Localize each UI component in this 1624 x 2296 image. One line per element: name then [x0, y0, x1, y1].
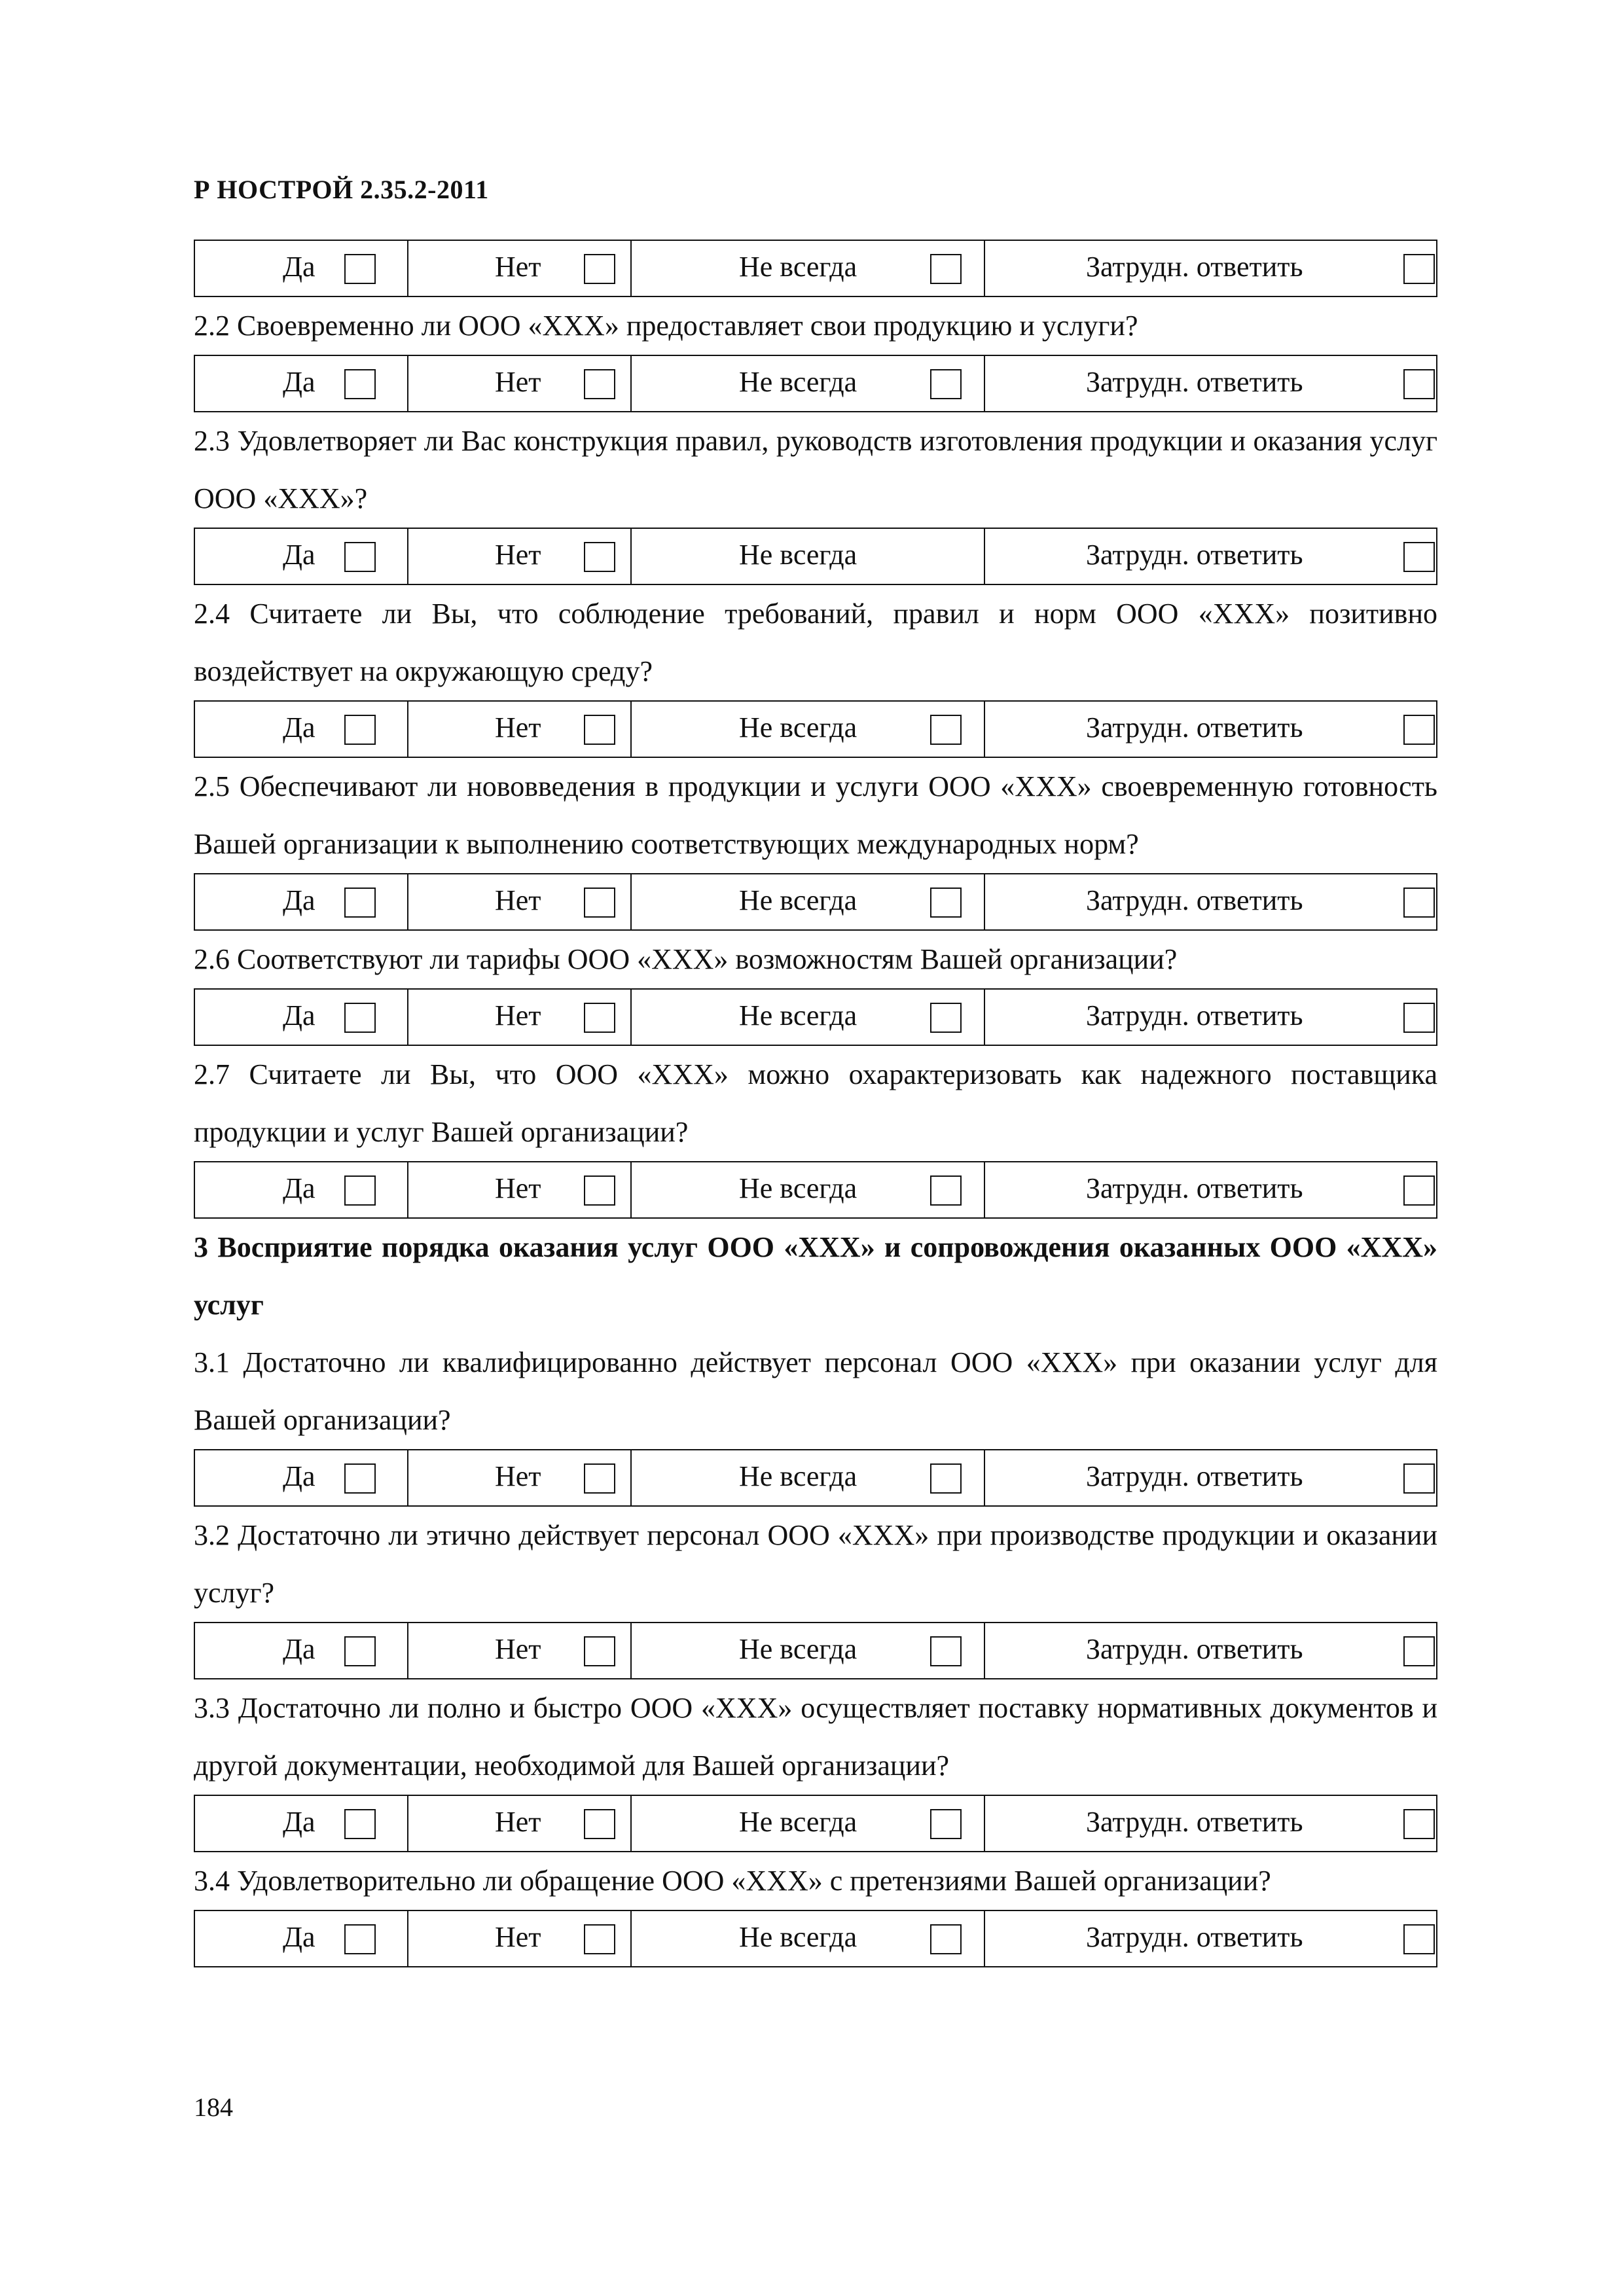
answer-label: Затрудн. ответить: [1086, 999, 1303, 1031]
answer-option-no: [408, 1450, 632, 1505]
section-heading: 3 Восприятие порядка оказания услуг ООО «XXX» и сопровождения оказанных ООО «XXX» услуг: [194, 1231, 1437, 1321]
answer-option-yes: [195, 1623, 408, 1678]
checkbox-not-always[interactable]: [930, 369, 962, 399]
question-text: 3.3 Достаточно ли полно и быстро ООО «XXX» осуществляет поставку нормативных документов и другой документации, необходимой для Вашей организации?: [194, 1692, 1437, 1782]
answer-label: Да: [283, 884, 316, 916]
checkbox-no[interactable]: [584, 1924, 615, 1954]
checkbox-hard-to-answer[interactable]: [1403, 1463, 1435, 1494]
checkbox-not-always[interactable]: [930, 1175, 962, 1206]
checkbox-not-always[interactable]: [930, 254, 962, 284]
answer-label: Да: [283, 251, 316, 283]
answer-option-yes: [195, 241, 408, 296]
answer-option-hard-to-answer: [985, 529, 1436, 584]
answer-label: Не всегда: [739, 1460, 857, 1492]
answer-option-no: [408, 1162, 632, 1217]
answer-label: Нет: [495, 366, 541, 398]
answer-label: Не всегда: [739, 539, 857, 571]
question-text: 3.4 Удовлетворительно ли обращение ООО «XXX» с претензиями Вашей организации?: [194, 1865, 1271, 1897]
checkbox-yes[interactable]: [344, 1636, 376, 1666]
answer-option-hard-to-answer: [985, 874, 1436, 929]
checkbox-not-always[interactable]: [930, 1924, 962, 1954]
checkbox-no[interactable]: [584, 1003, 615, 1033]
checkbox-not-always[interactable]: [930, 888, 962, 918]
answer-label: Затрудн. ответить: [1086, 251, 1303, 283]
answer-option-no: [408, 702, 632, 757]
answer-option-not-always: [632, 241, 985, 296]
answer-label: Не всегда: [739, 1633, 857, 1665]
answer-option-not-always: [632, 1450, 985, 1505]
answer-label: Не всегда: [739, 884, 857, 916]
answer-option-no: [408, 1623, 632, 1678]
checkbox-no[interactable]: [584, 1809, 615, 1839]
answer-label: Не всегда: [739, 366, 857, 398]
checkbox-no[interactable]: [584, 1175, 615, 1206]
question-text: 2.3 Удовлетворяет ли Вас конструкция правил, руководств изготовления продукции и оказания услуг ООО «XXX»?: [194, 425, 1437, 514]
answer-row: [194, 1622, 1437, 1679]
answer-label: Да: [283, 1460, 316, 1492]
checkbox-hard-to-answer[interactable]: [1403, 542, 1435, 572]
answer-label: Не всегда: [739, 251, 857, 283]
answer-option-no: [408, 356, 632, 411]
answer-option-yes: [195, 529, 408, 584]
answer-label: Да: [283, 1806, 316, 1838]
answer-option-yes: [195, 1796, 408, 1851]
checkbox-not-always[interactable]: [930, 1636, 962, 1666]
checkbox-no[interactable]: [584, 715, 615, 745]
answer-option-not-always: [632, 874, 985, 929]
answer-row: [194, 528, 1437, 585]
checkbox-not-always[interactable]: [930, 1809, 962, 1839]
answer-label: Затрудн. ответить: [1086, 539, 1303, 571]
answer-label: Да: [283, 1633, 316, 1665]
answer-label: Да: [283, 1172, 316, 1204]
page-number: 184: [194, 2092, 233, 2122]
answer-row: [194, 240, 1437, 297]
answer-label: Да: [283, 366, 316, 398]
answer-row: [194, 1449, 1437, 1507]
answer-option-no: [408, 241, 632, 296]
answer-option-yes: [195, 874, 408, 929]
question-text: 2.2 Своевременно ли ООО «XXX» предоставляет свои продукцию и услуги?: [194, 310, 1138, 342]
answer-label: Нет: [495, 1806, 541, 1838]
answer-option-hard-to-answer: [985, 1911, 1436, 1966]
question-text: 2.7 Считаете ли Вы, что ООО «XXX» можно охарактеризовать как надежного поставщика продукции и услуг Вашей организации?: [194, 1058, 1437, 1148]
answer-label: Нет: [495, 999, 541, 1031]
question-text: 2.6 Соответствуют ли тарифы ООО «XXX» возможностям Вашей организации?: [194, 943, 1178, 975]
answer-label: Затрудн. ответить: [1086, 884, 1303, 916]
answer-option-yes: [195, 1911, 408, 1966]
answer-option-not-always: [632, 356, 985, 411]
answer-label: Да: [283, 539, 316, 571]
answer-option-not-always: [632, 702, 985, 757]
answer-option-not-always: [632, 1911, 985, 1966]
answer-label: Не всегда: [739, 711, 857, 744]
checkbox-no[interactable]: [584, 369, 615, 399]
answer-option-not-always: [632, 529, 985, 584]
answer-option-not-always: [632, 1162, 985, 1217]
answer-option-no: [408, 874, 632, 929]
checkbox-hard-to-answer[interactable]: [1403, 1636, 1435, 1666]
checkbox-hard-to-answer[interactable]: [1403, 254, 1435, 284]
answer-label: Затрудн. ответить: [1086, 1460, 1303, 1492]
answer-row: [194, 355, 1437, 412]
answer-option-no: [408, 1796, 632, 1851]
question-text: 3.1 Достаточно ли квалифицированно действует персонал ООО «XXX» при оказании услуг для Вашей организации?: [194, 1346, 1437, 1436]
answer-option-not-always: [632, 1623, 985, 1678]
answer-label: Затрудн. ответить: [1086, 1921, 1303, 1953]
answer-row: [194, 1161, 1437, 1219]
answer-row: [194, 988, 1437, 1046]
answer-option-not-always: [632, 990, 985, 1045]
checkbox-not-always[interactable]: [930, 1463, 962, 1494]
answer-option-not-always: [632, 1796, 985, 1851]
answer-label: Не всегда: [739, 1806, 857, 1838]
answer-label: Не всегда: [739, 999, 857, 1031]
answer-option-hard-to-answer: [985, 356, 1436, 411]
checkbox-hard-to-answer[interactable]: [1403, 1003, 1435, 1033]
answer-option-hard-to-answer: [985, 1796, 1436, 1851]
checkbox-yes[interactable]: [344, 369, 376, 399]
checkbox-no[interactable]: [584, 888, 615, 918]
answer-option-hard-to-answer: [985, 241, 1436, 296]
answer-option-hard-to-answer: [985, 1450, 1436, 1505]
answer-label: Нет: [495, 539, 541, 571]
answer-label: Затрудн. ответить: [1086, 1806, 1303, 1838]
answer-option-yes: [195, 1162, 408, 1217]
checkbox-yes[interactable]: [344, 1003, 376, 1033]
checkbox-not-always[interactable]: [930, 1003, 962, 1033]
answer-label: Нет: [495, 1633, 541, 1665]
checkbox-hard-to-answer[interactable]: [1403, 1175, 1435, 1206]
question-text: 2.5 Обеспечивают ли нововведения в продукции и услуги ООО «XXX» своевременную готовность Вашей организации к выполнению соответствующих международных норм?: [194, 770, 1437, 860]
checkbox-yes[interactable]: [344, 888, 376, 918]
document-header: Р НОСТРОЙ 2.35.2-2011: [194, 175, 489, 204]
checkbox-hard-to-answer[interactable]: [1403, 1924, 1435, 1954]
answer-label: Нет: [495, 251, 541, 283]
checkbox-yes[interactable]: [344, 715, 376, 745]
answer-label: Не всегда: [739, 1172, 857, 1204]
answer-option-no: [408, 1911, 632, 1966]
answer-label: Да: [283, 1921, 316, 1953]
answer-option-yes: [195, 1450, 408, 1505]
answer-label: Нет: [495, 1921, 541, 1953]
checkbox-yes[interactable]: [344, 542, 376, 572]
answer-label: Затрудн. ответить: [1086, 366, 1303, 398]
answer-option-hard-to-answer: [985, 990, 1436, 1045]
checkbox-no[interactable]: [584, 1636, 615, 1666]
checkbox-hard-to-answer[interactable]: [1403, 1809, 1435, 1839]
questionnaire: [194, 240, 1437, 1967]
answer-option-yes: [195, 990, 408, 1045]
checkbox-yes[interactable]: [344, 1463, 376, 1494]
answer-option-no: [408, 990, 632, 1045]
checkbox-yes[interactable]: [344, 254, 376, 284]
answer-row: [194, 700, 1437, 758]
answer-label: Нет: [495, 1172, 541, 1204]
answer-row: [194, 873, 1437, 931]
answer-option-yes: [195, 356, 408, 411]
checkbox-no[interactable]: [584, 254, 615, 284]
answer-label: Да: [283, 711, 316, 744]
answer-label: Затрудн. ответить: [1086, 1172, 1303, 1204]
checkbox-hard-to-answer[interactable]: [1403, 715, 1435, 745]
answer-label: Нет: [495, 711, 541, 744]
question-text: 2.4 Считаете ли Вы, что соблюдение требований, правил и норм ООО «XXX» позитивно воздействует на окружающую среду?: [194, 598, 1437, 687]
answer-label: Нет: [495, 1460, 541, 1492]
answer-row: [194, 1910, 1437, 1967]
answer-label: Не всегда: [739, 1921, 857, 1953]
answer-label: Затрудн. ответить: [1086, 1633, 1303, 1665]
answer-label: Нет: [495, 884, 541, 916]
checkbox-not-always[interactable]: [930, 715, 962, 745]
checkbox-yes[interactable]: [344, 1924, 376, 1954]
answer-label: Затрудн. ответить: [1086, 711, 1303, 744]
checkbox-no[interactable]: [584, 1463, 615, 1494]
answer-option-yes: [195, 702, 408, 757]
answer-label: Да: [283, 999, 316, 1031]
checkbox-hard-to-answer[interactable]: [1403, 369, 1435, 399]
checkbox-hard-to-answer[interactable]: [1403, 888, 1435, 918]
checkbox-yes[interactable]: [344, 1809, 376, 1839]
question-text: 3.2 Достаточно ли этично действует персонал ООО «XXX» при производстве продукции и оказании услуг?: [194, 1519, 1437, 1609]
checkbox-yes[interactable]: [344, 1175, 376, 1206]
answer-option-hard-to-answer: [985, 1623, 1436, 1678]
answer-option-hard-to-answer: [985, 702, 1436, 757]
answer-row: [194, 1795, 1437, 1852]
answer-option-no: [408, 529, 632, 584]
answer-option-hard-to-answer: [985, 1162, 1436, 1217]
checkbox-no[interactable]: [584, 542, 615, 572]
